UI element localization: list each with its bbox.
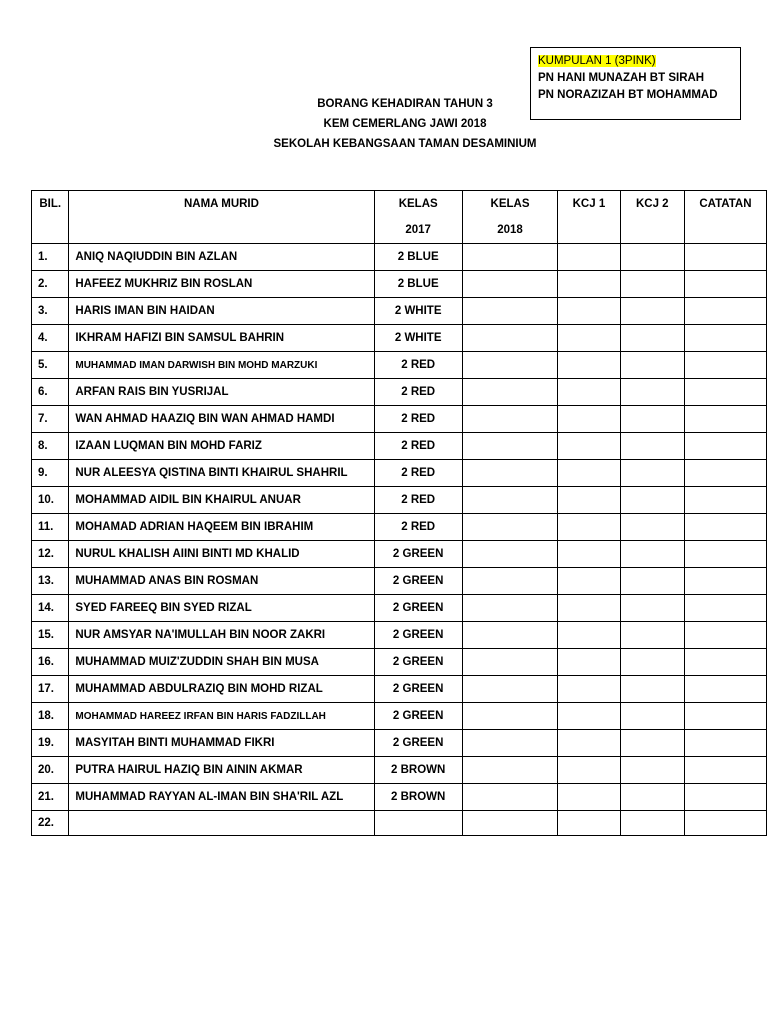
cell-kelas-2017: 2 BLUE xyxy=(374,271,462,298)
cell-kcj1 xyxy=(558,703,620,730)
cell-bil: 7. xyxy=(32,406,69,433)
cell-catatan xyxy=(684,271,766,298)
cell-kelas-2017: 2 GREEN xyxy=(374,649,462,676)
cell-bil: 22. xyxy=(32,811,69,836)
attendance-table xyxy=(31,190,767,836)
cell-kcj1 xyxy=(558,244,620,271)
header-catatan: CATATAN xyxy=(684,191,766,244)
cell-catatan xyxy=(684,568,766,595)
cell-bil: 16. xyxy=(32,649,69,676)
cell-kelas-2018 xyxy=(462,622,558,649)
cell-kcj2 xyxy=(620,703,684,730)
cell-kcj1 xyxy=(558,811,620,836)
cell-nama: IKHRAM HAFIZI BIN SAMSUL BAHRIN xyxy=(69,325,374,352)
cell-catatan xyxy=(684,352,766,379)
cell-catatan xyxy=(684,649,766,676)
table-row xyxy=(32,622,767,649)
title-line-1: BORANG KEHADIRAN TAHUN 3 xyxy=(317,98,493,110)
header-kelas-2017-year: 2017 xyxy=(405,224,431,236)
cell-kcj2 xyxy=(620,487,684,514)
cell-kcj2 xyxy=(620,460,684,487)
cell-kelas-2017: 2 GREEN xyxy=(374,568,462,595)
header-kelas-2018 xyxy=(462,191,558,244)
cell-bil: 10. xyxy=(32,487,69,514)
cell-kcj1 xyxy=(558,757,620,784)
header-kelas-2018-label: KELAS xyxy=(490,198,530,210)
cell-kelas-2017: 2 RED xyxy=(374,352,462,379)
cell-kcj2 xyxy=(620,325,684,352)
cell-nama: HAFEEZ MUKHRIZ BIN ROSLAN xyxy=(69,271,374,298)
cell-catatan xyxy=(684,406,766,433)
cell-bil: 9. xyxy=(32,460,69,487)
cell-kelas-2018 xyxy=(462,757,558,784)
cell-kcj2 xyxy=(620,757,684,784)
cell-kelas-2017: 2 RED xyxy=(374,514,462,541)
cell-kelas-2017: 2 WHITE xyxy=(374,325,462,352)
cell-kcj1 xyxy=(558,487,620,514)
cell-kcj2 xyxy=(620,433,684,460)
table-row xyxy=(32,244,767,271)
cell-nama: NUR AMSYAR NA'IMULLAH BIN NOOR ZAKRI xyxy=(69,622,374,649)
cell-kcj1 xyxy=(558,460,620,487)
cell-kelas-2017: 2 GREEN xyxy=(374,595,462,622)
cell-kelas-2018 xyxy=(462,460,558,487)
table-row xyxy=(32,784,767,811)
cell-kelas-2017: 2 RED xyxy=(374,406,462,433)
header-kcj1: KCJ 1 xyxy=(558,191,620,244)
cell-catatan xyxy=(684,514,766,541)
cell-kelas-2018 xyxy=(462,730,558,757)
cell-kcj1 xyxy=(558,784,620,811)
table-row xyxy=(32,568,767,595)
cell-bil: 13. xyxy=(32,568,69,595)
table-header-row xyxy=(32,191,767,244)
table-row xyxy=(32,406,767,433)
cell-kcj1 xyxy=(558,352,620,379)
header-kelas-2017 xyxy=(374,191,462,244)
cell-bil: 19. xyxy=(32,730,69,757)
cell-kelas-2017: 2 WHITE xyxy=(374,298,462,325)
cell-bil: 17. xyxy=(32,676,69,703)
cell-catatan xyxy=(684,244,766,271)
cell-nama xyxy=(69,811,374,836)
cell-catatan xyxy=(684,676,766,703)
cell-bil: 21. xyxy=(32,784,69,811)
cell-kcj1 xyxy=(558,730,620,757)
cell-kcj2 xyxy=(620,298,684,325)
cell-nama: MUHAMMAD RAYYAN AL-IMAN BIN SHA'RIL AZL xyxy=(69,784,374,811)
cell-nama: MUHAMMAD ANAS BIN ROSMAN xyxy=(69,568,374,595)
header-kcj2: KCJ 2 xyxy=(620,191,684,244)
group-label: KUMPULAN 1 (3PINK) xyxy=(538,55,656,67)
cell-nama: MOHAMAD ADRIAN HAQEEM BIN IBRAHIM xyxy=(69,514,374,541)
table-row xyxy=(32,676,767,703)
cell-kelas-2017: 2 RED xyxy=(374,433,462,460)
cell-kelas-2018 xyxy=(462,379,558,406)
cell-bil: 11. xyxy=(32,514,69,541)
cell-nama: NURUL KHALISH AIINI BINTI MD KHALID xyxy=(69,541,374,568)
cell-bil: 1. xyxy=(32,244,69,271)
teacher-name: PN NORAZIZAH BT MOHAMMAD xyxy=(538,89,718,101)
header-nama: NAMA MURID xyxy=(69,191,374,244)
cell-bil: 15. xyxy=(32,622,69,649)
cell-kelas-2018 xyxy=(462,298,558,325)
cell-kcj2 xyxy=(620,406,684,433)
table-row xyxy=(32,649,767,676)
cell-kcj2 xyxy=(620,730,684,757)
cell-bil: 6. xyxy=(32,379,69,406)
cell-kelas-2018 xyxy=(462,541,558,568)
cell-kcj1 xyxy=(558,568,620,595)
cell-kelas-2017 xyxy=(374,811,462,836)
cell-catatan xyxy=(684,379,766,406)
cell-kcj1 xyxy=(558,298,620,325)
cell-kcj2 xyxy=(620,379,684,406)
table-row xyxy=(32,271,767,298)
cell-bil: 12. xyxy=(32,541,69,568)
cell-kelas-2018 xyxy=(462,325,558,352)
cell-nama: MUHAMMAD MUIZ'ZUDDIN SHAH BIN MUSA xyxy=(69,649,374,676)
cell-bil: 4. xyxy=(32,325,69,352)
header-kelas-2018-year: 2018 xyxy=(497,224,523,236)
cell-kcj2 xyxy=(620,352,684,379)
table-row xyxy=(32,352,767,379)
cell-kelas-2017: 2 BROWN xyxy=(374,784,462,811)
cell-kelas-2017: 2 GREEN xyxy=(374,703,462,730)
cell-bil: 20. xyxy=(32,757,69,784)
cell-kcj2 xyxy=(620,811,684,836)
cell-catatan xyxy=(684,622,766,649)
table-row xyxy=(32,757,767,784)
table-row xyxy=(32,811,767,836)
cell-kelas-2017: 2 GREEN xyxy=(374,730,462,757)
table-row xyxy=(32,460,767,487)
cell-kcj2 xyxy=(620,541,684,568)
cell-kelas-2018 xyxy=(462,811,558,836)
cell-kcj2 xyxy=(620,244,684,271)
cell-bil: 8. xyxy=(32,433,69,460)
cell-catatan xyxy=(684,703,766,730)
table-row xyxy=(32,730,767,757)
cell-kcj1 xyxy=(558,676,620,703)
cell-kelas-2018 xyxy=(462,676,558,703)
cell-kcj1 xyxy=(558,379,620,406)
table-row xyxy=(32,541,767,568)
cell-nama: SYED FAREEQ BIN SYED RIZAL xyxy=(69,595,374,622)
cell-kelas-2017: 2 BLUE xyxy=(374,244,462,271)
cell-kelas-2017: 2 GREEN xyxy=(374,622,462,649)
table-body xyxy=(32,244,767,836)
cell-kcj1 xyxy=(558,541,620,568)
cell-nama: PUTRA HAIRUL HAZIQ BIN AININ AKMAR xyxy=(69,757,374,784)
header-kelas-2017-label: KELAS xyxy=(398,198,438,210)
cell-nama: HARIS IMAN BIN HAIDAN xyxy=(69,298,374,325)
cell-kcj1 xyxy=(558,622,620,649)
cell-catatan xyxy=(684,811,766,836)
cell-kelas-2018 xyxy=(462,406,558,433)
cell-kelas-2018 xyxy=(462,568,558,595)
cell-nama: ANIQ NAQIUDDIN BIN AZLAN xyxy=(69,244,374,271)
cell-kcj2 xyxy=(620,271,684,298)
table-row xyxy=(32,514,767,541)
cell-kelas-2018 xyxy=(462,244,558,271)
cell-catatan xyxy=(684,757,766,784)
cell-nama: WAN AHMAD HAAZIQ BIN WAN AHMAD HAMDI xyxy=(69,406,374,433)
cell-kelas-2017: 2 GREEN xyxy=(374,676,462,703)
cell-catatan xyxy=(684,784,766,811)
cell-nama: MASYITAH BINTI MUHAMMAD FIKRI xyxy=(69,730,374,757)
cell-nama: IZAAN LUQMAN BIN MOHD FARIZ xyxy=(69,433,374,460)
cell-nama: NUR ALEESYA QISTINA BINTI KHAIRUL SHAHRIL xyxy=(69,460,374,487)
table-row xyxy=(32,703,767,730)
cell-nama: MOHAMMAD AIDIL BIN KHAIRUL ANUAR xyxy=(69,487,374,514)
header-bil: BIL. xyxy=(32,191,69,244)
cell-bil: 14. xyxy=(32,595,69,622)
cell-kcj2 xyxy=(620,622,684,649)
cell-kelas-2018 xyxy=(462,649,558,676)
table-row xyxy=(32,325,767,352)
cell-bil: 2. xyxy=(32,271,69,298)
cell-kcj2 xyxy=(620,514,684,541)
cell-catatan xyxy=(684,298,766,325)
teacher-name: PN HANI MUNAZAH BT SIRAH xyxy=(538,72,705,84)
cell-kcj2 xyxy=(620,568,684,595)
cell-kcj2 xyxy=(620,649,684,676)
cell-catatan xyxy=(684,541,766,568)
cell-catatan xyxy=(684,325,766,352)
document-title xyxy=(230,94,580,154)
cell-kelas-2017: 2 BROWN xyxy=(374,757,462,784)
cell-nama: MUHAMMAD IMAN DARWISH BIN MOHD MARZUKI xyxy=(69,352,374,379)
cell-nama: ARFAN RAIS BIN YUSRIJAL xyxy=(69,379,374,406)
cell-nama: MOHAMMAD HAREEZ IRFAN BIN HARIS FADZILLAH xyxy=(69,703,374,730)
table-row xyxy=(32,433,767,460)
cell-catatan xyxy=(684,433,766,460)
title-line-3: SEKOLAH KEBANGSAAN TAMAN DESAMINIUM xyxy=(273,138,537,150)
cell-kelas-2017: 2 RED xyxy=(374,379,462,406)
cell-bil: 5. xyxy=(32,352,69,379)
cell-kcj2 xyxy=(620,595,684,622)
table-row xyxy=(32,298,767,325)
table-row xyxy=(32,487,767,514)
table-row xyxy=(32,595,767,622)
cell-kcj1 xyxy=(558,406,620,433)
cell-kelas-2018 xyxy=(462,271,558,298)
cell-kcj1 xyxy=(558,271,620,298)
cell-kelas-2018 xyxy=(462,595,558,622)
cell-kcj2 xyxy=(620,784,684,811)
cell-kelas-2018 xyxy=(462,703,558,730)
cell-kelas-2018 xyxy=(462,433,558,460)
cell-kelas-2017: 2 RED xyxy=(374,460,462,487)
cell-bil: 18. xyxy=(32,703,69,730)
cell-kelas-2017: 2 RED xyxy=(374,487,462,514)
cell-kelas-2018 xyxy=(462,352,558,379)
cell-kelas-2018 xyxy=(462,514,558,541)
cell-catatan xyxy=(684,730,766,757)
cell-bil: 3. xyxy=(32,298,69,325)
title-line-2: KEM CEMERLANG JAWI 2018 xyxy=(323,118,487,130)
cell-kelas-2018 xyxy=(462,487,558,514)
cell-catatan xyxy=(684,487,766,514)
table-row xyxy=(32,379,767,406)
cell-kcj2 xyxy=(620,676,684,703)
cell-kcj1 xyxy=(558,433,620,460)
cell-kcj1 xyxy=(558,325,620,352)
cell-catatan xyxy=(684,460,766,487)
cell-nama: MUHAMMAD ABDULRAZIQ BIN MOHD RIZAL xyxy=(69,676,374,703)
cell-kcj1 xyxy=(558,649,620,676)
cell-catatan xyxy=(684,595,766,622)
cell-kelas-2017: 2 GREEN xyxy=(374,541,462,568)
cell-kcj1 xyxy=(558,595,620,622)
cell-kcj1 xyxy=(558,514,620,541)
cell-kelas-2018 xyxy=(462,784,558,811)
